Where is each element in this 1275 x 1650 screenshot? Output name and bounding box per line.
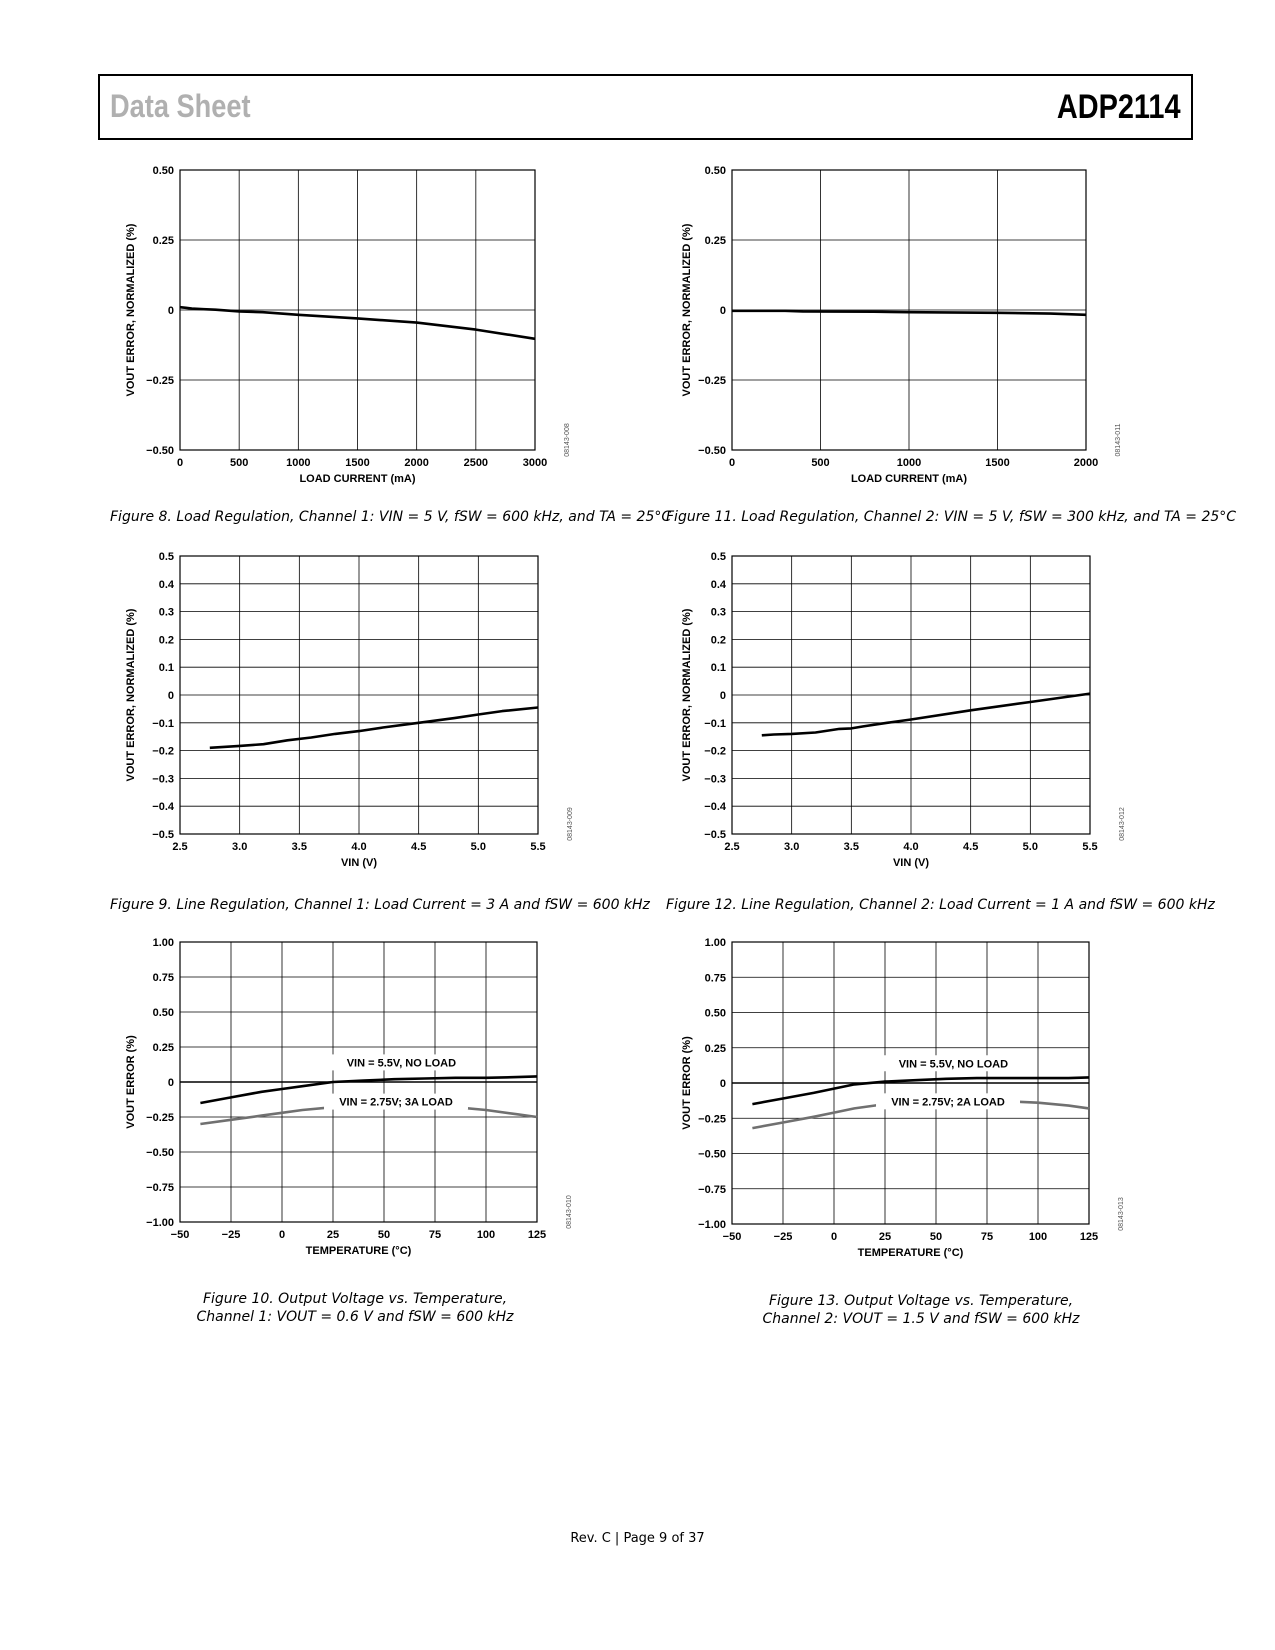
- page-footer: Rev. C | Page 9 of 37: [570, 1531, 705, 1546]
- x-tick-label: 4.0: [351, 841, 367, 853]
- figure-11-caption: [666, 508, 1237, 526]
- figure-13-caption: [666, 1292, 1176, 1328]
- x-tick-label: 50: [377, 1229, 391, 1241]
- y-axis-label: VOUT ERROR, NORMALIZED (%): [681, 223, 693, 397]
- figure-10: [110, 934, 670, 1274]
- x-tick-label: 100: [1028, 1231, 1048, 1243]
- y-tick-label: −0.25: [146, 1112, 174, 1124]
- y-tick-label: 0.2: [158, 634, 174, 647]
- y-tick-label: −0.1: [152, 717, 174, 730]
- x-tick-label: −50: [170, 1229, 190, 1241]
- page-header: [98, 74, 1193, 140]
- caption-line: Figure 12. Line Regulation, Channel 2: Load Current = 1 A and fSW = 600 kHz: [666, 897, 1215, 913]
- y-tick-label: 0.25: [152, 1042, 174, 1054]
- x-axis-label: TEMPERATURE (°C): [857, 1247, 964, 1259]
- series-annotation: VIN = 2.75V; 2A LOAD: [891, 1096, 1005, 1109]
- x-tick-label: 0: [728, 457, 736, 469]
- figure-13: [666, 934, 1226, 1274]
- y-tick-label: 0.50: [704, 1007, 726, 1020]
- y-tick-label: 0.50: [152, 165, 174, 177]
- x-tick-label: 3.5: [843, 841, 859, 853]
- figure-code: 08143-008: [564, 423, 571, 457]
- y-tick-label: 0.3: [710, 606, 726, 619]
- x-tick-label: 4.5: [411, 841, 427, 853]
- y-tick-label: 0.25: [704, 235, 726, 247]
- y-axis-label: VOUT ERROR (%): [125, 1035, 137, 1129]
- series-line-1: [762, 694, 1090, 736]
- x-tick-label: 0: [176, 457, 184, 469]
- series-annotation: VIN = 2.75V; 3A LOAD: [339, 1096, 453, 1109]
- y-tick-label: 0: [167, 1077, 174, 1089]
- caption-line: Figure 13. Output Voltage vs. Temperature,: [768, 1293, 1074, 1309]
- x-tick-label: 1500: [985, 457, 1010, 469]
- y-tick-label: −0.50: [698, 445, 726, 457]
- y-tick-label: 0.5: [158, 551, 174, 563]
- y-tick-label: 0.25: [152, 235, 174, 247]
- fig13-chart: [666, 934, 1146, 1274]
- y-tick-label: −0.5: [152, 829, 174, 841]
- x-tick-label: 3000: [522, 457, 548, 469]
- fig8-chart: [110, 160, 590, 500]
- y-tick-label: −0.1: [704, 717, 726, 730]
- figure-8: [110, 160, 670, 500]
- y-tick-label: −1.00: [146, 1217, 174, 1229]
- x-tick-label: 1000: [896, 457, 922, 469]
- x-tick-label: 125: [1079, 1231, 1099, 1243]
- x-tick-label: 3.0: [784, 841, 800, 853]
- series-annotation: VIN = 5.5V, NO LOAD: [898, 1058, 1009, 1071]
- figure-9: [110, 548, 670, 888]
- figure-code: 08143-010: [566, 1195, 573, 1229]
- x-tick-label: 50: [929, 1231, 943, 1243]
- figure-code: 08143-009: [567, 807, 574, 841]
- x-axis-label: LOAD CURRENT (mA): [850, 473, 968, 485]
- x-tick-label: 3.0: [232, 841, 248, 853]
- x-axis-label: VIN (V): [892, 857, 930, 869]
- x-axis-label: LOAD CURRENT (mA): [299, 473, 416, 485]
- figure-code: 08143-013: [1118, 1197, 1125, 1231]
- x-tick-label: −25: [773, 1231, 793, 1243]
- x-tick-label: 2000: [404, 457, 429, 469]
- y-tick-label: −0.50: [146, 445, 174, 457]
- figure-12: [666, 548, 1226, 888]
- caption-line: Figure 9. Line Regulation, Channel 1: Load Current = 3 A and fSW = 600 kHz: [110, 897, 650, 913]
- figure-9-caption: [110, 896, 650, 914]
- x-tick-label: 4.5: [963, 841, 979, 853]
- x-tick-label: 5.0: [470, 841, 486, 853]
- y-tick-label: −0.25: [698, 375, 726, 387]
- y-tick-label: −0.25: [146, 375, 174, 387]
- caption-line: Channel 1: VOUT = 0.6 V and fSW = 600 kHz: [196, 1309, 514, 1325]
- y-tick-label: 0: [719, 1078, 726, 1090]
- fig11-chart: [666, 160, 1146, 500]
- figure-code: 08143-012: [1119, 807, 1126, 841]
- y-tick-label: 0.75: [704, 972, 726, 985]
- x-tick-label: 100: [476, 1229, 496, 1241]
- figure-code: 08143-011: [1115, 423, 1122, 457]
- y-tick-label: −1.00: [698, 1219, 726, 1231]
- y-tick-label: 1.00: [704, 937, 726, 949]
- fig10-chart: [110, 934, 590, 1274]
- y-tick-label: −0.50: [146, 1147, 174, 1159]
- x-tick-label: 0: [278, 1229, 286, 1241]
- y-axis-label: VOUT ERROR, NORMALIZED (%): [125, 608, 137, 782]
- x-tick-label: 5.0: [1022, 841, 1038, 853]
- y-tick-label: −0.25: [698, 1113, 726, 1126]
- x-tick-label: −25: [221, 1229, 241, 1241]
- y-tick-label: 0.50: [704, 165, 726, 177]
- y-tick-label: −0.75: [146, 1182, 174, 1194]
- x-tick-label: −50: [722, 1231, 742, 1243]
- x-tick-label: 3.5: [291, 841, 307, 853]
- x-tick-label: 1500: [345, 457, 370, 469]
- caption-line: Channel 2: VOUT = 1.5 V and fSW = 600 kHz: [762, 1311, 1080, 1327]
- y-tick-label: −0.2: [152, 745, 174, 758]
- y-tick-label: −0.3: [704, 773, 726, 786]
- figure-8-caption: [110, 508, 672, 526]
- y-axis-label: VOUT ERROR (%): [681, 1036, 693, 1130]
- x-tick-label: 2000: [1073, 457, 1099, 469]
- caption-line: Figure 10. Output Voltage vs. Temperature,: [202, 1291, 508, 1307]
- x-tick-label: 2500: [463, 457, 489, 469]
- y-tick-label: 0.1: [158, 662, 174, 675]
- figure-12-caption: [666, 896, 1215, 914]
- x-tick-label: 2.5: [172, 841, 188, 853]
- y-tick-label: 0.75: [152, 972, 174, 984]
- y-tick-label: 0: [167, 690, 174, 702]
- y-tick-label: −0.3: [152, 773, 174, 786]
- y-axis-label: VOUT ERROR, NORMALIZED (%): [125, 223, 137, 397]
- y-tick-label: 0.4: [158, 578, 174, 591]
- x-tick-label: 25: [878, 1231, 892, 1243]
- x-tick-label: 500: [811, 457, 830, 469]
- x-tick-label: 1000: [286, 457, 311, 469]
- y-tick-label: −0.75: [698, 1183, 726, 1196]
- y-axis-label: VOUT ERROR, NORMALIZED (%): [681, 608, 693, 782]
- y-tick-label: −0.50: [698, 1148, 726, 1161]
- doc-type-label: Data Sheet: [110, 88, 251, 124]
- x-tick-label: 4.0: [903, 841, 919, 853]
- y-tick-label: −0.2: [704, 745, 726, 758]
- series-line-1: [210, 708, 538, 748]
- fig12-chart: [666, 548, 1146, 888]
- figure-10-caption: [110, 1290, 600, 1326]
- y-tick-label: −0.4: [704, 801, 726, 814]
- series-annotation: VIN = 5.5V, NO LOAD: [346, 1057, 457, 1070]
- x-tick-label: 5.5: [530, 841, 546, 853]
- x-tick-label: 0: [830, 1231, 838, 1243]
- x-tick-label: 500: [229, 457, 249, 469]
- x-tick-label: 5.5: [1082, 841, 1098, 853]
- y-tick-label: 0.25: [704, 1042, 726, 1055]
- y-tick-label: 0.4: [710, 578, 726, 591]
- y-tick-label: 0.3: [158, 606, 174, 619]
- caption-line: Figure 11. Load Regulation, Channel 2: VIN = 5 V, fSW = 300 kHz, and TA = 25°C: [666, 509, 1237, 525]
- x-tick-label: 125: [527, 1229, 547, 1241]
- y-tick-label: 1.00: [152, 937, 174, 949]
- caption-line: Figure 8. Load Regulation, Channel 1: VIN = 5 V, fSW = 600 kHz, and TA = 25°C: [110, 509, 672, 525]
- y-tick-label: 0.1: [710, 662, 726, 675]
- x-axis-label: TEMPERATURE (°C): [305, 1245, 412, 1257]
- y-tick-label: −0.5: [704, 829, 726, 841]
- figure-11: [666, 160, 1226, 500]
- x-tick-label: 75: [428, 1229, 442, 1241]
- y-tick-label: 0.50: [152, 1007, 174, 1019]
- x-tick-label: 2.5: [724, 841, 740, 853]
- y-tick-label: 0: [719, 690, 726, 702]
- fig9-chart: [110, 548, 590, 888]
- part-number: ADP2114: [1057, 88, 1181, 126]
- x-tick-label: 75: [980, 1231, 994, 1243]
- y-tick-label: 0: [719, 305, 726, 317]
- y-tick-label: 0.2: [710, 634, 726, 647]
- x-axis-label: VIN (V): [340, 857, 378, 869]
- y-tick-label: 0: [167, 305, 174, 317]
- x-tick-label: 25: [326, 1229, 340, 1241]
- y-tick-label: 0.5: [710, 551, 726, 563]
- y-tick-label: −0.4: [152, 801, 174, 814]
